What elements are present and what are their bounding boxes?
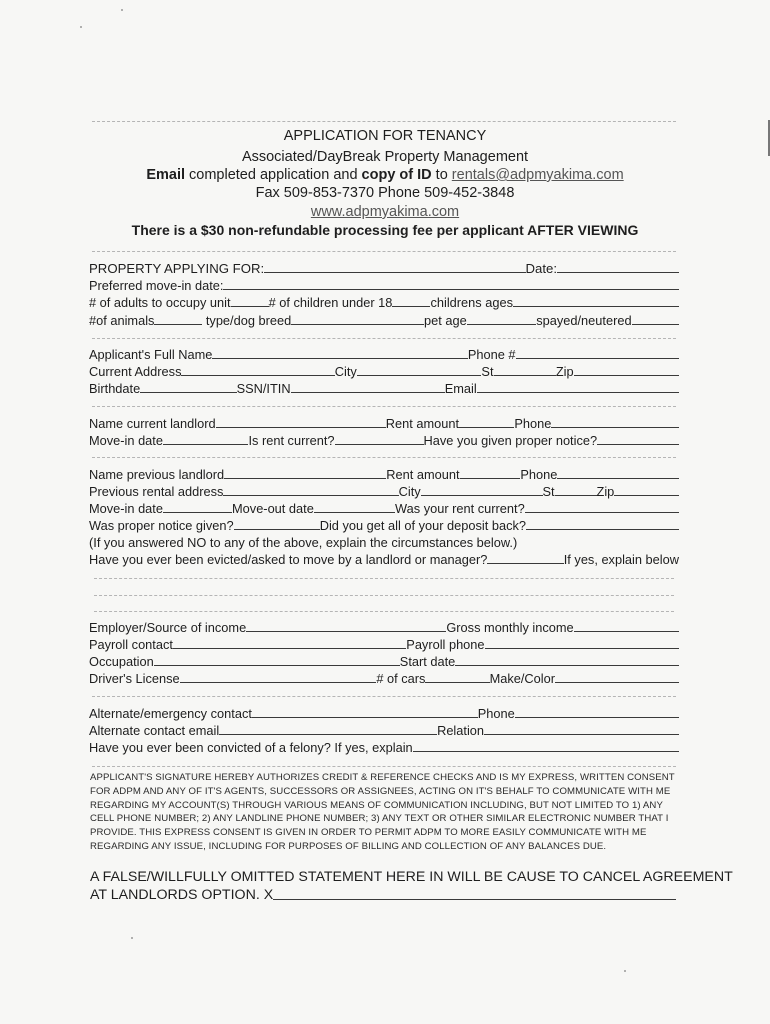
employer-label: Employer/Source of income (89, 620, 247, 635)
scan-speck (131, 937, 133, 939)
prev-address-label: Previous rental address (89, 484, 224, 499)
current-landlord-label: Name current landlord (89, 416, 216, 431)
is-rent-current-label: Is rent current? (248, 433, 335, 448)
prev-rent-field[interactable] (460, 478, 521, 479)
full-name-field[interactable] (212, 358, 467, 359)
adults-label: # of adults to occupy unit (89, 295, 231, 310)
move-in-label: Preferred move-in date: (89, 278, 224, 293)
animals-row (89, 311, 679, 328)
email-field[interactable] (477, 392, 679, 393)
email-instructions (0, 167, 770, 184)
children-ages-label: childrens ages (430, 295, 513, 310)
city-field[interactable] (357, 375, 482, 376)
alt-email-label: Alternate contact email (89, 723, 220, 738)
website-line (0, 204, 770, 221)
make-color-label: Make/Color (489, 671, 555, 686)
explain-note: (If you answered NO to any of the above, explain the circumstances below.) (89, 535, 518, 550)
animals-label: #of animals (89, 313, 155, 328)
birthdate-label: Birthdate (89, 381, 141, 396)
divider (92, 457, 676, 458)
previous-dates-row (89, 499, 679, 516)
property-label: PROPERTY APPLYING FOR: (89, 261, 265, 276)
animals-field[interactable] (154, 324, 201, 325)
gross-income-field[interactable] (574, 631, 679, 632)
address-label: Current Address (89, 364, 182, 379)
alt-phone-field[interactable] (515, 717, 679, 718)
prev-st-field[interactable] (555, 495, 597, 496)
rent-amount-label: Rent amount (385, 416, 460, 431)
current-movein-row (89, 431, 679, 448)
prev-address-field[interactable] (223, 495, 398, 496)
payroll-contact-label: Payroll contact (89, 637, 173, 652)
was-rent-current-label: Was your rent current? (395, 501, 525, 516)
occupation-label: Occupation (89, 654, 154, 669)
start-date-field[interactable] (455, 665, 679, 666)
prev-phone-label: Phone (520, 467, 558, 482)
prev-zip-label: Zip (596, 484, 615, 499)
proper-notice-label: Have you given proper notice? (423, 433, 598, 448)
landlord-phone-label: Phone (514, 416, 552, 431)
current-landlord-field[interactable] (216, 427, 386, 428)
previous-landlord-row (89, 465, 679, 482)
alt-contact-field[interactable] (252, 717, 478, 718)
full-name-label: Applicant's Full Name (89, 347, 213, 362)
website-link[interactable]: www.adpmyakima.com (310, 204, 460, 220)
date-field[interactable] (557, 272, 679, 273)
phone-numbers: Fax 509-853-7370 Phone 509-452-3848 (255, 185, 515, 201)
signature-field[interactable] (273, 899, 676, 900)
cars-field[interactable] (425, 682, 489, 683)
rent-amount-field[interactable] (459, 427, 514, 428)
prev-move-in-field[interactable] (163, 512, 232, 513)
false-statement-line: A FALSE/WILLFULLY OMITTED STATEMENT HERE IN WILL BE CAUSE TO CANCEL AGREEMENT (90, 869, 733, 885)
address-row (89, 362, 679, 379)
address-field[interactable] (181, 375, 334, 376)
deposit-back-label: Did you get all of your deposit back? (319, 518, 526, 533)
gross-income-label: Gross monthly income (446, 620, 574, 635)
breed-field[interactable] (291, 324, 424, 325)
prev-move-in-label: Move-in date (89, 501, 163, 516)
was-notice-given-field[interactable] (234, 529, 320, 530)
explain-note-row (89, 533, 679, 550)
alternate-email-row (89, 721, 679, 738)
form-title: APPLICATION FOR TENANCY (283, 128, 487, 144)
divider (92, 766, 676, 767)
st-label: St (481, 364, 494, 379)
prev-city-label: City (398, 484, 421, 499)
ssn-field[interactable] (291, 392, 445, 393)
birthdate-row (89, 379, 679, 396)
evicted-label: Have you ever been evicted/asked to move by a landlord or manager? (89, 552, 488, 567)
divider (92, 406, 676, 407)
pet-age-label: pet age (424, 313, 467, 328)
alt-contact-label: Alternate/emergency contact (89, 706, 252, 721)
email-link[interactable]: rentals@adpmyakima.com (451, 167, 624, 183)
fee-notice: There is a $30 non-refundable processing fee per applicant AFTER VIEWING (131, 222, 639, 238)
was-notice-given-label: Was proper notice given? (89, 518, 234, 533)
felony-field[interactable] (413, 751, 679, 752)
explain-line-1[interactable] (94, 578, 674, 579)
zip-field[interactable] (574, 375, 679, 376)
property-row (89, 259, 679, 276)
move-in-date-label: Move-in date (89, 433, 163, 448)
spayed-label: spayed/neutered (536, 313, 632, 328)
move-in-field[interactable] (223, 289, 679, 290)
alternate-contact-row (89, 704, 679, 721)
zip-label: Zip (555, 364, 574, 379)
consent-paragraph: APPLICANT'S SIGNATURE HEREBY AUTHORIZES CREDIT & REFERENCE CHECKS AND IS MY EXPRESS, WRITTEN CONSENT FOR ADPM AND ANY OF IT'S AGENTS, SUCCESSORS OR ASSIGNEES, ACTING ON IT'S BEHALF TO COMMUNICATE WITH ME REGARDING MY ACCOUNT(S) THROUGH VARIOUS MEANS OF COMMUNICATION INCLUDING, BUT NOT LIMITED TO 1) ANY CELL PHONE NUMBER; 2) ANY LANDLINE PHONE NUMBER; 3) ANY TEXT OR OTHER SIMILAR ELECTRONIC NUMBER THAT I PROVIDE. THIS EXPRESS CONSENT IS GIVEN IN ORDER TO PERMIT ADPM TO MORE EASILY COMMUNICATE WITH ME REGARDING ANY ISSUE, INCLUDING FOR PURPOSES OF BILLING AND COLLECTION OF ANY BALANCES DUE. (90, 772, 675, 852)
make-color-field[interactable] (555, 682, 679, 683)
landlord-phone-field[interactable] (551, 427, 679, 428)
ssn-label: SSN/ITIN (236, 381, 291, 396)
move-in-row (89, 276, 679, 293)
birthdate-field[interactable] (140, 392, 236, 393)
previous-address-row (89, 482, 679, 499)
alt-email-field[interactable] (219, 734, 437, 735)
evicted-row (89, 550, 679, 567)
top-divider (92, 121, 676, 122)
if-yes-explain-label: If yes, explain below (563, 552, 679, 567)
deposit-back-field[interactable] (526, 529, 679, 530)
divider (92, 251, 676, 252)
payroll-phone-field[interactable] (485, 648, 679, 649)
adults-field[interactable] (231, 306, 269, 307)
previous-landlord-label: Name previous landlord (89, 467, 225, 482)
prev-zip-field[interactable] (614, 495, 679, 496)
is-rent-current-field[interactable] (335, 444, 424, 445)
breed-label: type/dog breed (205, 313, 292, 328)
signature-row (90, 885, 676, 903)
explain-line-2[interactable] (94, 595, 674, 596)
start-date-label: Start date (399, 654, 456, 669)
phone-field[interactable] (516, 358, 680, 359)
payroll-phone-label: Payroll phone (406, 637, 485, 652)
children-label: # of children under 18 (268, 295, 393, 310)
children-ages-field[interactable] (513, 306, 679, 307)
phone-label: Phone # (467, 347, 516, 362)
email-middle-text: completed application and (185, 167, 362, 183)
license-field[interactable] (180, 682, 377, 683)
scan-speck (624, 970, 626, 972)
license-label: Driver's License (89, 671, 180, 686)
felony-label: Have you ever been convicted of a felony? If yes, explain (89, 740, 413, 755)
scan-speck (80, 26, 82, 28)
email-word: Email (146, 167, 185, 183)
occupation-field[interactable] (154, 665, 400, 666)
was-rent-current-field[interactable] (525, 512, 679, 513)
city-label: City (334, 364, 357, 379)
occupants-row (89, 293, 679, 310)
alt-phone-label: Phone (477, 706, 515, 721)
to-word: to (431, 167, 452, 183)
prev-move-out-label: Move-out date (232, 501, 314, 516)
payroll-row (89, 635, 679, 652)
explain-line-3[interactable] (94, 611, 674, 612)
current-landlord-row (89, 414, 679, 431)
employer-field[interactable] (246, 631, 446, 632)
company-name: Associated/DayBreak Property Management (241, 149, 529, 165)
landlords-option-label: AT LANDLORDS OPTION. X (90, 887, 274, 903)
payroll-contact-field[interactable] (173, 648, 406, 649)
prev-rent-label: Rent amount (386, 467, 460, 482)
pet-age-field[interactable] (467, 324, 537, 325)
applicant-name-row (89, 345, 679, 362)
notice-deposit-row (89, 516, 679, 533)
property-field[interactable] (264, 272, 525, 273)
divider (92, 696, 676, 697)
email-label: Email (444, 381, 477, 396)
spayed-field[interactable] (632, 324, 679, 325)
relation-label: Relation (437, 723, 485, 738)
employer-row (89, 618, 679, 635)
divider (92, 338, 676, 339)
date-label: Date: (525, 261, 558, 276)
scan-speck (121, 9, 123, 11)
previous-landlord-field[interactable] (224, 478, 386, 479)
prev-phone-field[interactable] (557, 478, 679, 479)
prev-move-out-field[interactable] (314, 512, 395, 513)
felony-row (89, 738, 679, 755)
copy-of-id-text: copy of ID (361, 167, 432, 183)
children-field[interactable] (392, 306, 430, 307)
license-row (89, 669, 679, 686)
proper-notice-field[interactable] (597, 444, 679, 445)
prev-st-label: St (542, 484, 555, 499)
cars-label: # of cars (376, 671, 426, 686)
evicted-field[interactable] (487, 563, 563, 564)
move-in-date-field[interactable] (163, 444, 248, 445)
st-field[interactable] (494, 375, 556, 376)
prev-city-field[interactable] (421, 495, 543, 496)
relation-field[interactable] (484, 734, 679, 735)
occupation-row (89, 652, 679, 669)
